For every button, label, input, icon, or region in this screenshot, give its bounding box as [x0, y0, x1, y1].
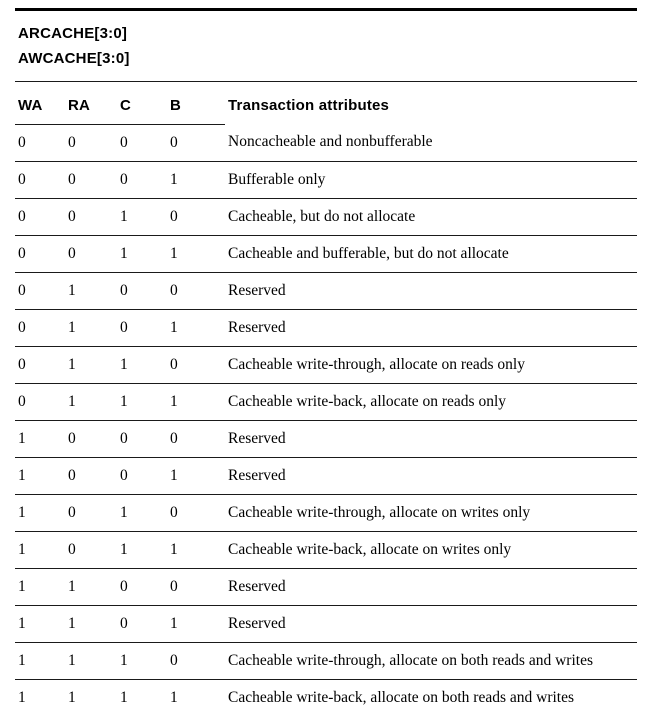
bit-cell: 1 [65, 568, 117, 605]
transaction-attributes-table [15, 82, 637, 709]
bit-cell: 0 [65, 198, 117, 235]
bit-cell: 1 [117, 346, 167, 383]
attribute-cell: Cacheable write-back, allocate on writes only [225, 531, 637, 568]
bit-cell: 0 [65, 124, 117, 161]
table-row [15, 494, 637, 531]
attribute-cell: Cacheable and bufferable, but do not allocate [225, 235, 637, 272]
bit-cell: 1 [117, 679, 167, 709]
table-row [15, 198, 637, 235]
table-row [15, 642, 637, 679]
bit-cell: 0 [15, 124, 65, 161]
cache-encoding-table [15, 8, 637, 709]
table-row [15, 605, 637, 642]
attribute-cell: Cacheable write-back, allocate on reads only [225, 383, 637, 420]
bit-cell: 1 [15, 642, 65, 679]
bit-cell: 0 [15, 198, 65, 235]
bit-cell: 0 [65, 494, 117, 531]
table-header-row [15, 82, 637, 125]
bit-cell: 0 [117, 309, 167, 346]
bit-cell: 0 [117, 605, 167, 642]
col-header-ra: RA [65, 82, 117, 125]
bit-cell: 0 [117, 568, 167, 605]
bit-cell: 0 [167, 642, 225, 679]
table-row [15, 124, 637, 161]
col-header-transaction-attributes: Transaction attributes [228, 97, 390, 114]
attribute-cell: Cacheable write-through, allocate on reads only [225, 346, 637, 383]
table-title-block [15, 11, 637, 82]
bit-cell: 1 [15, 605, 65, 642]
bit-cell: 0 [117, 457, 167, 494]
bit-cell: 1 [117, 383, 167, 420]
attribute-cell: Reserved [225, 605, 637, 642]
table-row [15, 235, 637, 272]
bit-cell: 1 [65, 642, 117, 679]
bit-cell: 1 [117, 235, 167, 272]
table-header [15, 82, 637, 125]
table-body [15, 124, 637, 709]
bit-cell: 0 [167, 346, 225, 383]
bit-cell: 0 [167, 272, 225, 309]
bit-cell: 1 [167, 679, 225, 709]
bit-cell: 1 [65, 383, 117, 420]
attribute-cell: Reserved [225, 420, 637, 457]
attribute-cell: Reserved [225, 272, 637, 309]
bit-cell: 1 [167, 531, 225, 568]
bit-cell: 1 [117, 198, 167, 235]
bit-cell: 0 [65, 235, 117, 272]
bit-cell: 1 [15, 679, 65, 709]
table-row [15, 679, 637, 709]
bit-cell: 1 [167, 309, 225, 346]
bit-cell: 0 [65, 161, 117, 198]
bit-cell: 0 [117, 124, 167, 161]
bit-cell: 0 [65, 457, 117, 494]
attribute-cell: Cacheable write-back, allocate on both reads and writes [225, 679, 637, 709]
attribute-cell: Cacheable, but do not allocate [225, 198, 637, 235]
bit-cell: 1 [15, 568, 65, 605]
bit-cell: 1 [65, 605, 117, 642]
bit-cell: 1 [167, 383, 225, 420]
col-header-b: B [167, 82, 225, 125]
bit-cell: 1 [167, 605, 225, 642]
bit-cell: 0 [167, 494, 225, 531]
bit-cell: 0 [15, 309, 65, 346]
attribute-cell: Noncacheable and nonbufferable [225, 124, 637, 161]
bit-cell: 1 [15, 457, 65, 494]
table-row [15, 309, 637, 346]
bit-cell: 0 [65, 531, 117, 568]
col-header-c: C [117, 82, 167, 125]
bit-cell: 0 [15, 272, 65, 309]
bit-cell: 1 [117, 531, 167, 568]
attribute-cell: Cacheable write-through, allocate on writes only [225, 494, 637, 531]
table-row [15, 161, 637, 198]
bit-cell: 1 [65, 679, 117, 709]
bit-cell: 1 [167, 161, 225, 198]
bit-cell: 1 [167, 235, 225, 272]
bit-cell: 0 [167, 420, 225, 457]
col-header-wa: WA [15, 82, 65, 125]
attribute-cell: Bufferable only [225, 161, 637, 198]
bit-cell: 0 [15, 161, 65, 198]
bit-cell: 1 [15, 494, 65, 531]
attribute-cell: Cacheable write-through, allocate on both reads and writes [225, 642, 637, 679]
bit-cell: 0 [65, 420, 117, 457]
bit-cell: 1 [15, 531, 65, 568]
bit-cell: 1 [15, 420, 65, 457]
bit-cell: 1 [117, 642, 167, 679]
attribute-cell: Reserved [225, 568, 637, 605]
table-row [15, 457, 637, 494]
bit-cell: 0 [167, 568, 225, 605]
bit-cell: 1 [167, 457, 225, 494]
bit-cell: 0 [117, 420, 167, 457]
bit-cell: 0 [15, 346, 65, 383]
bit-cell: 0 [117, 272, 167, 309]
table-row [15, 346, 637, 383]
table-title-awcache: AWCACHE[3:0] [18, 49, 130, 67]
bit-cell: 1 [65, 346, 117, 383]
bit-cell: 0 [15, 235, 65, 272]
table-row [15, 383, 637, 420]
bit-cell: 1 [65, 309, 117, 346]
bit-cell: 1 [117, 494, 167, 531]
table-row [15, 568, 637, 605]
bit-cell: 0 [15, 383, 65, 420]
attribute-cell: Reserved [225, 309, 637, 346]
table-row [15, 531, 637, 568]
bit-cell: 0 [167, 124, 225, 161]
table-title-arcache: ARCACHE[3:0] [18, 25, 128, 42]
bit-cell: 0 [117, 161, 167, 198]
table-row [15, 272, 637, 309]
bit-cell: 0 [167, 198, 225, 235]
attribute-cell: Reserved [225, 457, 637, 494]
table-row [15, 420, 637, 457]
bit-cell: 1 [65, 272, 117, 309]
